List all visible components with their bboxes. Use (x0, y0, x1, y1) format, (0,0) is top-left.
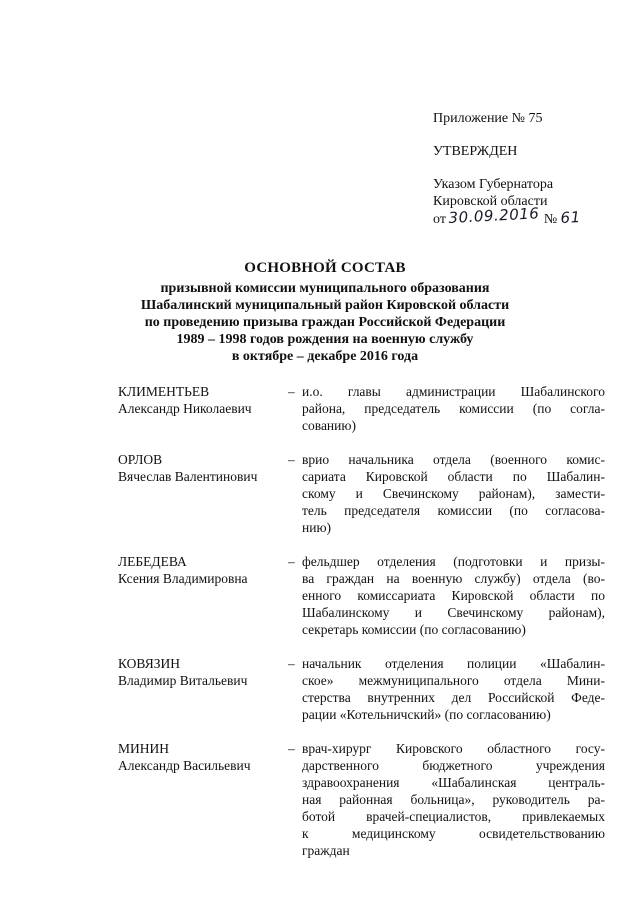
role-line: района, председатель комиссии (по согла- (302, 401, 605, 416)
handwritten-number: 61 (559, 207, 581, 227)
role-line: ная районная больница», руководитель ра- (302, 792, 605, 807)
member-surname: КОВЯЗИН (118, 656, 181, 671)
member-role (302, 655, 605, 723)
date-prefix: от (433, 212, 446, 227)
member-surname: МИНИН (118, 741, 170, 756)
approved-label: УТВЕРЖДЕН (433, 144, 518, 159)
member-entry (118, 383, 605, 434)
member-surname: ЛЕБЕДЕВА (118, 554, 187, 569)
member-name (118, 553, 288, 638)
role-line: рации «Котельничский» (по согласованию) (302, 707, 551, 722)
title-line: 1989 – 1998 годов рождения на военную службу (176, 332, 474, 347)
member-role (302, 740, 605, 859)
member-given-name: Александр Васильевич (118, 758, 251, 773)
appendix-label: Приложение № 75 (433, 111, 543, 126)
role-line: нию) (302, 520, 332, 535)
decree-date-line (433, 204, 633, 228)
member-entry (118, 655, 605, 723)
main-title: ОСНОВНОЙ СОСТАВ (244, 260, 406, 276)
handwritten-date: 30.09.2016 (448, 204, 541, 227)
role-line: ское» межмуниципального отдела Мини- (302, 673, 605, 688)
role-line: тель председателя комиссии (по согласова- (302, 503, 605, 518)
member-role (302, 553, 605, 638)
role-line: дарственного бюджетного учреждения (302, 758, 605, 773)
member-entry (118, 451, 605, 536)
role-line: начальник отделения полиции «Шабалин- (302, 656, 605, 671)
member-name (118, 451, 288, 536)
role-line: здравоохранения «Шабалинская централь- (302, 775, 605, 790)
member-surname: КЛИМЕНТЬЕВ (118, 384, 210, 399)
member-name (118, 383, 288, 434)
document-title (40, 260, 610, 365)
role-line: и.о. главы администрации Шабалинского (302, 384, 605, 399)
role-line: секретарь комиссии (по согласованию) (302, 622, 526, 637)
member-role (302, 383, 605, 434)
role-line: врио начальника отдела (военного комис- (302, 452, 605, 467)
role-line: врач-хирург Кировского областного госу- (302, 741, 605, 756)
member-entry (118, 553, 605, 638)
member-name (118, 740, 288, 859)
role-line: сованию) (302, 418, 356, 433)
role-line: фельдшер отделения (подготовки и призы- (302, 554, 605, 569)
role-line: стерства внутренних дел Российской Феде- (302, 690, 605, 705)
decree-line-2: Кировской области (433, 194, 548, 209)
number-prefix: № (543, 212, 558, 227)
role-line: ботой врачей-специалистов, привлекаемых (302, 809, 605, 824)
members-list (118, 383, 605, 876)
title-line: Шабалинский муниципальный район Кировской области (140, 298, 510, 313)
member-given-name: Александр Николаевич (118, 401, 252, 416)
member-name (118, 655, 288, 723)
member-role (302, 451, 605, 536)
role-line: граждан (302, 843, 350, 858)
title-line: призывной комиссии муниципального образования (160, 281, 490, 296)
role-line: к медицинскому освидетельствованию (302, 826, 605, 841)
member-given-name: Вячеслав Валентинович (118, 469, 258, 484)
member-dash: – (288, 554, 295, 569)
role-line: Шабалинскому и Свечинскому районам), (302, 605, 605, 620)
role-line: ва граждан на военную службу) отдела (во- (302, 571, 605, 586)
member-dash: – (288, 741, 295, 756)
role-line: енного комиссариата Кировской области по (302, 588, 605, 603)
title-line: в октябре – декабре 2016 года (231, 349, 419, 364)
member-surname: ОРЛОВ (118, 452, 163, 467)
member-dash: – (288, 656, 295, 671)
role-line: скому и Свечинскому районам), замести- (302, 486, 605, 501)
member-given-name: Владимир Витальевич (118, 673, 248, 688)
title-line: по проведению призыва граждан Российской Федерации (144, 315, 506, 330)
decree-line-1: Указом Губернатора (433, 177, 554, 192)
approval-block (433, 110, 633, 228)
role-line: сариата Кировской области по Шабалин- (302, 469, 605, 484)
member-entry (118, 740, 605, 859)
member-dash: – (288, 384, 295, 399)
member-given-name: Ксения Владимировна (118, 571, 248, 586)
member-dash: – (288, 452, 295, 467)
